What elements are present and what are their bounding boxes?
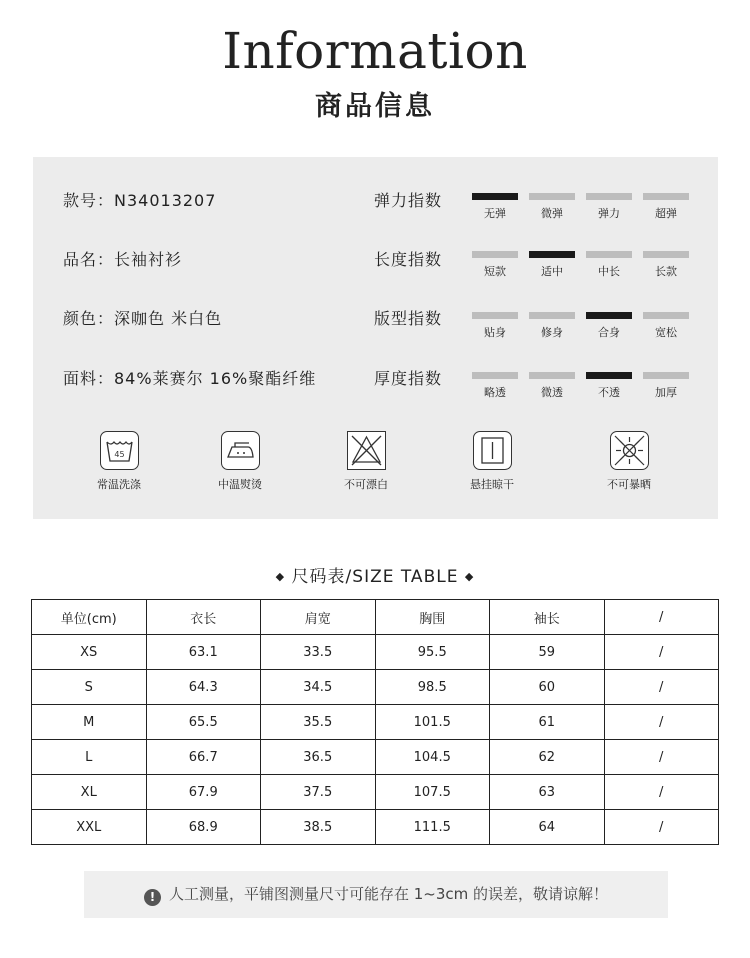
table-cell: 34.5 xyxy=(261,670,376,705)
index-bar xyxy=(586,251,632,258)
index-bar xyxy=(586,193,632,200)
table-header-cell: 单位(cm) xyxy=(32,600,147,635)
table-header-cell: 袖长 xyxy=(490,600,605,635)
index-option xyxy=(643,372,689,400)
index-option xyxy=(586,251,632,279)
index-option-label: 超弹 xyxy=(655,207,677,220)
elasticity-index-scale xyxy=(472,193,692,223)
table-cell: 38.5 xyxy=(261,810,376,845)
table-cell: 35.5 xyxy=(261,705,376,740)
index-option-label: 中长 xyxy=(598,265,620,278)
index-option xyxy=(586,312,632,340)
table-cell: 62 xyxy=(490,740,605,775)
table-cell: XXL xyxy=(32,810,147,845)
index-bar xyxy=(529,193,575,200)
index-option xyxy=(643,193,689,221)
index-bar xyxy=(643,372,689,379)
index-option-label: 略透 xyxy=(484,386,506,399)
table-row xyxy=(32,635,719,670)
index-bar xyxy=(643,251,689,258)
table-cell: 61 xyxy=(490,705,605,740)
table-cell: 63 xyxy=(490,775,605,810)
exclamation-icon: ! xyxy=(144,889,161,906)
care-label-dry: 悬挂晾干 xyxy=(470,478,514,491)
diamond-icon: ◆ xyxy=(275,570,286,583)
product-name: 品名：长袖衬衫 xyxy=(63,250,183,269)
size-table-title: 尺码表/SIZE TABLE xyxy=(291,567,459,587)
size-table xyxy=(31,599,719,845)
index-bar xyxy=(472,251,518,258)
index-option-label: 长款 xyxy=(655,265,677,278)
table-cell: XL xyxy=(32,775,147,810)
table-cell: / xyxy=(604,705,719,740)
table-header-cell: 胸围 xyxy=(375,600,490,635)
index-option-label: 适中 xyxy=(541,265,563,278)
index-option xyxy=(529,312,575,340)
care-iron xyxy=(185,431,295,492)
table-cell: / xyxy=(604,635,719,670)
index-option-label: 贴身 xyxy=(484,326,506,339)
index-bar xyxy=(643,193,689,200)
index-bar xyxy=(472,312,518,319)
index-option xyxy=(472,312,518,340)
table-cell: 33.5 xyxy=(261,635,376,670)
table-cell: 63.1 xyxy=(146,635,261,670)
index-option xyxy=(529,372,575,400)
table-cell: 67.9 xyxy=(146,775,261,810)
index-bar xyxy=(643,312,689,319)
table-cell: S xyxy=(32,670,147,705)
product-fabric: 面料：84%莱赛尔 16%聚酯纤维 xyxy=(63,369,317,388)
table-cell: / xyxy=(604,670,719,705)
index-bar xyxy=(529,372,575,379)
table-cell: 98.5 xyxy=(375,670,490,705)
no-bleach-icon xyxy=(347,431,386,470)
index-option-label: 合身 xyxy=(598,326,620,339)
care-sun xyxy=(574,431,684,492)
thickness-index-scale xyxy=(472,372,692,402)
product-color: 颜色：深咖色 米白色 xyxy=(63,309,223,328)
length-index-label: 长度指数 xyxy=(374,250,443,269)
elasticity-index-label: 弹力指数 xyxy=(374,191,443,210)
table-row xyxy=(32,775,719,810)
table-header-cell: / xyxy=(604,600,719,635)
table-cell: / xyxy=(604,775,719,810)
title-cn: 商品信息 xyxy=(315,91,435,122)
hang-dry-icon xyxy=(473,431,512,470)
svg-text:45: 45 xyxy=(113,450,125,459)
index-option-label: 宽松 xyxy=(655,326,677,339)
index-option xyxy=(529,251,575,279)
care-label-wash: 常温洗涤 xyxy=(97,478,141,491)
index-option-label: 弹力 xyxy=(598,207,620,220)
care-label-iron: 中温熨烫 xyxy=(218,478,262,491)
table-cell: 60 xyxy=(490,670,605,705)
table-row xyxy=(32,810,719,845)
index-bar xyxy=(529,312,575,319)
index-option xyxy=(586,372,632,400)
length-index-scale xyxy=(472,251,692,281)
product-info-panel xyxy=(33,157,718,519)
table-cell: M xyxy=(32,705,147,740)
table-cell: 107.5 xyxy=(375,775,490,810)
style-number: 款号：N34013207 xyxy=(63,191,217,210)
measurement-note xyxy=(84,871,668,918)
table-cell: 66.7 xyxy=(146,740,261,775)
no-sun-icon xyxy=(610,431,649,470)
index-option xyxy=(643,312,689,340)
table-cell: 111.5 xyxy=(375,810,490,845)
care-bleach xyxy=(311,431,421,492)
index-option-label: 不透 xyxy=(598,386,620,399)
table-row xyxy=(32,670,719,705)
title-en: Information xyxy=(222,22,528,80)
table-row xyxy=(32,705,719,740)
care-wash xyxy=(64,431,174,492)
table-cell: / xyxy=(604,740,719,775)
index-bar-selected xyxy=(586,372,632,379)
note-text: 人工测量，平铺图测量尺寸可能存在 1~3cm 的误差，敬请谅解！ xyxy=(168,885,609,903)
wash-45-icon xyxy=(100,431,139,470)
table-header-row xyxy=(32,600,719,635)
table-cell: 104.5 xyxy=(375,740,490,775)
table-header-cell: 肩宽 xyxy=(261,600,376,635)
care-label-sun: 不可暴晒 xyxy=(607,478,651,491)
table-cell: 64.3 xyxy=(146,670,261,705)
index-option xyxy=(472,372,518,400)
index-option-label: 修身 xyxy=(541,326,563,339)
iron-icon xyxy=(221,431,260,470)
index-bar-selected xyxy=(586,312,632,319)
table-cell: 95.5 xyxy=(375,635,490,670)
index-bar-selected xyxy=(529,251,575,258)
care-label-bleach: 不可漂白 xyxy=(344,478,388,491)
index-option-label: 微弹 xyxy=(541,207,563,220)
care-dry xyxy=(437,431,547,492)
size-table-heading xyxy=(0,562,750,587)
table-cell: 59 xyxy=(490,635,605,670)
index-option-label: 短款 xyxy=(484,265,506,278)
index-bar-selected xyxy=(472,193,518,200)
fit-index-label: 版型指数 xyxy=(374,309,443,328)
index-option xyxy=(586,193,632,221)
table-row xyxy=(32,740,719,775)
thickness-index-label: 厚度指数 xyxy=(374,369,443,388)
index-option xyxy=(643,251,689,279)
index-option-label: 无弹 xyxy=(484,207,506,220)
index-option-label: 加厚 xyxy=(655,386,677,399)
table-cell: XS xyxy=(32,635,147,670)
index-option-label: 微透 xyxy=(541,386,563,399)
index-option xyxy=(472,251,518,279)
table-cell: L xyxy=(32,740,147,775)
fit-index-scale xyxy=(472,312,692,342)
table-cell: / xyxy=(604,810,719,845)
index-option xyxy=(529,193,575,221)
table-cell: 37.5 xyxy=(261,775,376,810)
table-cell: 36.5 xyxy=(261,740,376,775)
table-cell: 65.5 xyxy=(146,705,261,740)
diamond-icon: ◆ xyxy=(464,570,475,583)
index-option xyxy=(472,193,518,221)
table-cell: 64 xyxy=(490,810,605,845)
table-cell: 101.5 xyxy=(375,705,490,740)
table-cell: 68.9 xyxy=(146,810,261,845)
index-bar xyxy=(472,372,518,379)
table-header-cell: 衣长 xyxy=(146,600,261,635)
